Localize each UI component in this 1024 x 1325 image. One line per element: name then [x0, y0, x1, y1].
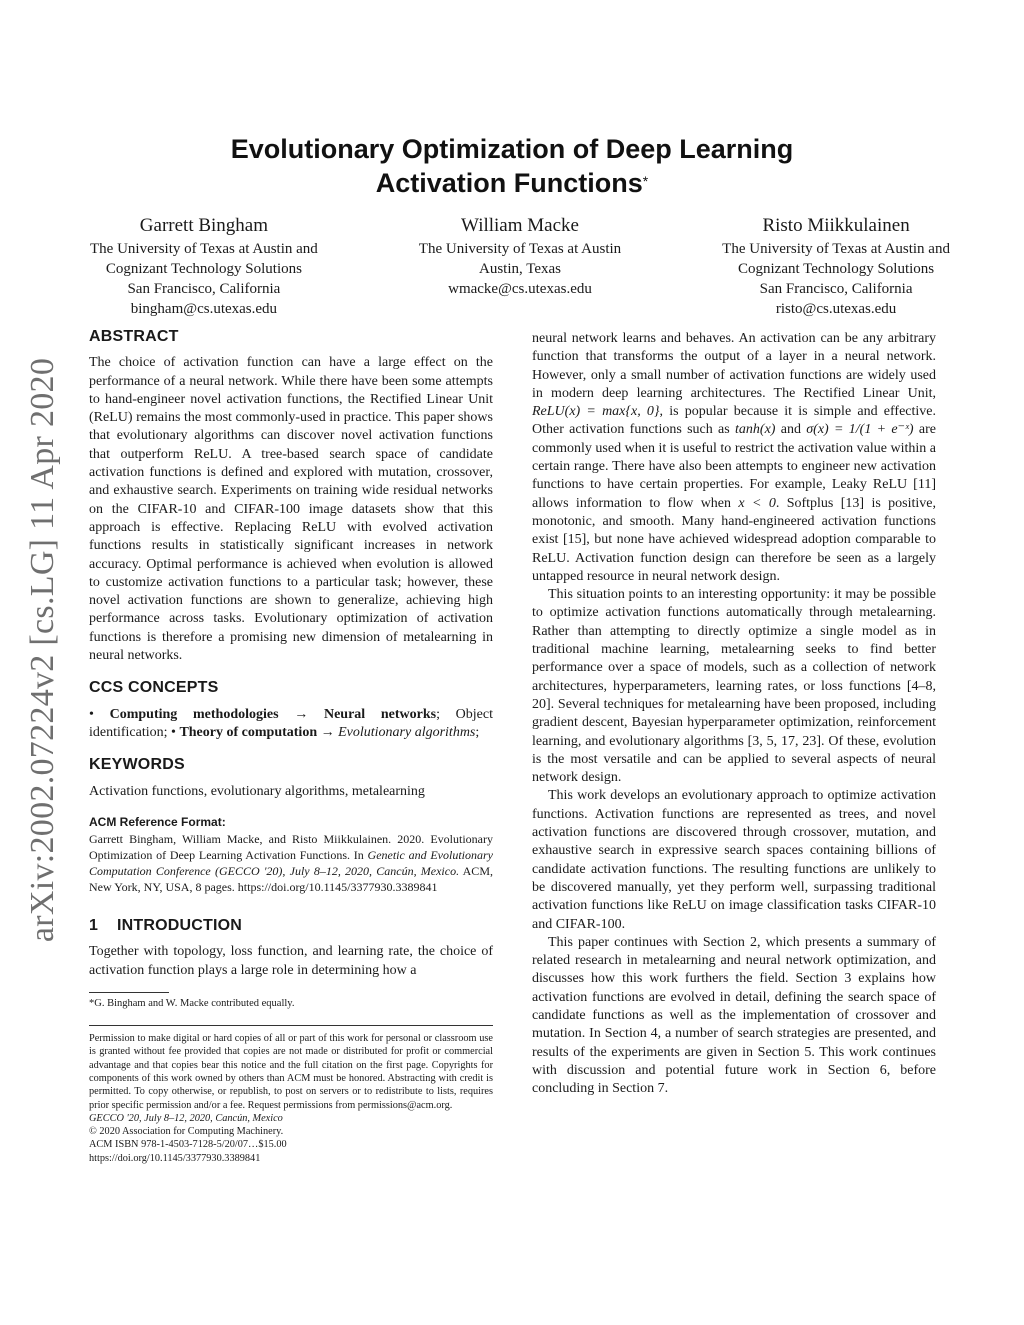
intro-paragraph-2: This situation points to an interesting opportunity: it may be possible to optimize activation functions automatically through metalearning. Rather than attempting to directly optimize a single model as in traditional machine learning, metalearning seeks to find better performance over a space of models, such as a collection of network architectures, hyperparameters, learning rates, or loss functions [4–8, 20]. Several techniques for metalearning have been proposed, including gradient descent, Bayesian hyperparameter optimization, reinforcement learning, and evolutionary algorithms [3, 5, 17, 23]. Of these, evolution is the most versatile and can be applied to several aspects of neural network design.	[532, 587, 936, 786]
title-footnote-mark: *	[642, 173, 649, 189]
author-affiliation: The University of Texas at Austin and	[722, 241, 950, 257]
permission-divider	[89, 1025, 493, 1026]
permission-text: Permission to make digital or hard copies of all or part of this work for personal or classroom use is granted without fee provided that copies are not made or distributed for profit or commercial advantage and that copies bear this notice and the full citation on the first page. Copyrights for components of this work owned by others than ACM must be honored. Abstracting with credit is permitted. To copy otherwise, or republish, to post on servers or to redistribute to lists, requires prior specific permission and/or a fee. Request permissions from permissions@acm.org.	[89, 1033, 493, 1111]
arxiv-id-text: arXiv:2002.07224v2 [cs.LG] 11 Apr 2020	[24, 357, 62, 943]
copyright-line: © 2020 Association for Computing Machinery.	[89, 1126, 284, 1138]
keywords-text: Activation functions, evolutionary algorithms, metalearning	[89, 783, 425, 799]
intro-paragraph-4: This paper continues with Section 2, which presents a summary of related research in metalearning and neural network optimization, and discusses how this work furthers the field. Section 3 explains how activation functions are evolved in detail, defining the search space of candidate functions as well as the implementation of crossover and mutation. In Section 4, a number of search strategies are presented, and results of the experiments are given in Section 5. This work continues with discussion and potential future work in Section 6, before concluding in Section 7.	[532, 934, 936, 1097]
author-affiliation: The University of Texas at Austin and	[90, 241, 318, 257]
title-line-1: Evolutionary Optimization of Deep Learning	[230, 134, 794, 164]
author-miikkulainen	[722, 213, 950, 319]
author-email: risto@cs.utexas.edu	[775, 301, 897, 317]
left-column	[89, 328, 493, 1165]
right-column	[532, 330, 936, 1098]
author-location: San Francisco, California	[759, 281, 913, 297]
footnote-divider	[89, 992, 169, 993]
author-block	[90, 213, 950, 319]
introduction-heading: 1 INTRODUCTION	[89, 917, 243, 935]
keywords-heading: KEYWORDS	[89, 756, 185, 774]
paper-title	[150, 132, 874, 200]
author-name: Risto Miikkulainen	[762, 215, 910, 236]
author-affiliation: Cognizant Technology Solutions	[737, 261, 935, 277]
author-affiliation: Cognizant Technology Solutions	[105, 261, 302, 277]
isbn-line: ACM ISBN 978-1-4503-7128-5/20/07…$15.00	[89, 1139, 287, 1151]
intro-paragraph-1-cont: neural network learns and behaves. An activation can be any arbitrary function that transforms the output of a layer in a neural network. However, only a small number of activation functions are widely used in modern deep learning architectures. The Rectified Linear Unit, ReLU(x) = max{x, 0}, is popular because it is simple and effective. Other activation functions such as tanh(x) and σ(x) = 1/(1 + e⁻ˣ) are commonly used when it is useful to restrict the activation value within a certain range. There have also been attempts to engineer new activation functions to have certain properties. For example, Leaky ReLU [11] allows information to flow when x < 0. Softplus [13] is positive, monotonic, and smooth. Many hand-engineered activation functions exist [15], but none have achieved widespread adoption comparable to ReLU. Activation function design can therefore be seen as a largely untapped resource in neural network design.	[532, 331, 937, 584]
abstract-text: The choice of activation function can have a large effect on the performance of a neural network. While there have been some attempts to hand-engineer novel activation functions, the Rectified Linear Unit (ReLU) remains the most commonly-used in practice. This paper shows that evolutionary algorithms can discover novel activation functions that outperform ReLU. A tree-based search space of candidate activation functions is defined and explored with mutation, crossover, and exhaustive search. Experiments on training wide residual networks on the CIFAR-10 and CIFAR-100 image datasets show that this approach is effective. Replacing ReLU with evolved activation functions results in statistically significant increases in network accuracy. Optimal performance is achieved when evolution is allowed to customize activation functions to a particular task; however, these novel activation functions are shown to generalize, achieving high performance across tasks. Evolutionary optimization of activation functions is therefore a promising new dimension of metalearning in neural networks.	[89, 355, 493, 664]
doi-line: https://doi.org/10.1145/3377930.3389841	[89, 1152, 261, 1164]
title-line-2: Activation Functions*	[375, 168, 649, 198]
intro-paragraph-1-start: Together with topology, loss function, and learning rate, the choice of activation function plays a large role in determining how a	[89, 944, 493, 978]
acm-reference-text: Garrett Bingham, William Macke, and Risto Miikkulainen. 2020. Evolutionary Optimization of Deep Learning Activation Functions. In Genetic and Evolutionary Computation Conference (GECCO '20), July 8–12, 2020, Cancún, Mexico. ACM, New York, NY, USA, 8 pages. https://doi.org/10.1145/3377930.3389841	[89, 832, 493, 895]
ccs-concepts: • Computing methodologies → Neural networks; Object identification; • Theory of computation → Evolutionary algorithms;	[89, 706, 494, 740]
author-name: William Macke	[461, 215, 579, 236]
author-name: Garrett Bingham	[139, 215, 269, 236]
author-macke	[419, 213, 621, 319]
permission-notice	[89, 1032, 493, 1165]
author-affiliation: The University of Texas at Austin	[418, 241, 622, 257]
author-email: wmacke@cs.utexas.edu	[448, 281, 592, 297]
equal-contribution-footnote: *G. Bingham and W. Macke contributed equally.	[89, 998, 295, 1010]
acm-reference-heading: ACM Reference Format:	[89, 814, 226, 829]
intro-paragraph-3: This work develops an evolutionary approach to optimize activation functions. Activation functions are represented as trees, and novel activation functions are discovered through crossover, mutation, and exhaustive search in expressive search spaces containing billions of candidate activation functions. The resulting functions are unlikely to be discovered manually, yet they perform well, surpassing traditional activation functions like ReLU on image classification tasks CIFAR-10 and CIFAR-100.	[532, 788, 936, 932]
abstract-heading: ABSTRACT	[89, 328, 179, 345]
ccs-heading: CCS CONCEPTS	[89, 679, 219, 697]
arxiv-identifier	[12, 350, 74, 950]
author-email: bingham@cs.utexas.edu	[130, 301, 278, 317]
author-location: San Francisco, California	[127, 281, 281, 297]
conference-info: GECCO '20, July 8–12, 2020, Cancún, Mexico	[89, 1112, 283, 1124]
author-bingham	[90, 213, 318, 319]
author-location: Austin, Texas	[478, 261, 561, 277]
